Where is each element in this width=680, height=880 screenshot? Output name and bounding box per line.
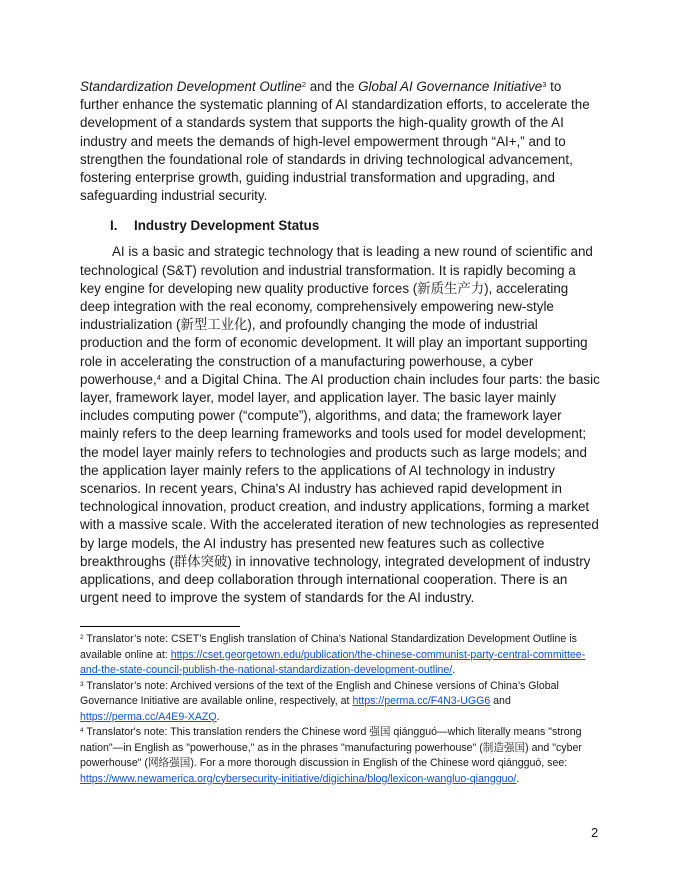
- paragraph-text: and the: [306, 79, 359, 94]
- paragraph-text: and a Digital China. The AI production chain includes four parts: the basic layer, framework layer, model layer, and application layer. The basic layer mainly includes computing power (“compute”), algorithms, and data; the framework layer mainly refers to the deep learning frameworks and tools used for model development; the model layer mainly refers to technologies and products such as large models; and the application layer mainly refers to the applications of AI technology in industry scenarios. In recent years, China's AI industry has achieved rapid development in technological innovation, product creation, and industry applications, forming a market with a massive scale. With the accelerated iteration of new technologies as represented by large models, the AI industry has presented new features such as collective breakthroughs (群体突破) in innovative technology, integrated development of industry applications, and deep collaboration through international cooperation. There is an urgent need to improve the system of standards for the AI industry.: [80, 371, 600, 606]
- page-number: 2: [591, 825, 599, 840]
- footnote-link[interactable]: https://perma.cc/A4E9-XAZQ: [80, 710, 217, 723]
- footnote-punct: .: [516, 772, 520, 785]
- footnote-divider: [80, 626, 240, 627]
- footnote-text: Translator’s note: Archived versions of the text of the English and Chinese versions of China’s Global Governance Initiative are available online, respectively, at: [80, 679, 559, 707]
- section-heading: [80, 217, 600, 235]
- footnote-text: Translator’s note: CSET’s English translation of China’s National Standardization Development Outline is available online at:: [80, 633, 577, 661]
- footnote-ref-2[interactable]: 2: [301, 80, 306, 89]
- page-body: [80, 78, 600, 607]
- paragraph-text: AI is a basic and strategic technology that is leading a new round of scientific and technological (S&T) revolution and industrial transformation. It is rapidly becoming a key engine for developing new quality productive forces (新质生产力), accelerating deep integration with the real economy, comprehensively empowering new-style industrialization (新型工业化), and profoundly changing the mode of industrial production and the form of economic development. It will play an important supporting role in accelerating the construction of a manufacturing powerhouse, a cyber powerhouse,: [80, 244, 593, 387]
- footnote-link[interactable]: https://www.newamerica.org/cybersecurity-initiative/digichina/blog/lexicon-wangluo-qiangguo/: [80, 772, 517, 785]
- footnote-text: and: [490, 695, 511, 707]
- footnote-ref-4[interactable]: 4: [156, 372, 161, 382]
- paragraph-intro: [80, 78, 600, 205]
- footnote-number: 2: [80, 634, 84, 641]
- footnote-punct: .: [216, 710, 220, 723]
- footnote-punct: .: [452, 664, 456, 676]
- footnote-link[interactable]: https://cset.georgetown.edu/publication/the-chinese-communist-party-central-committee-and-the-state-council-publish-the-national-standardization-development-outline/: [80, 648, 586, 676]
- initiative-title: Global AI Governance Initiative: [358, 79, 543, 94]
- footnote-2: [80, 632, 600, 679]
- footnote-ref-3[interactable]: 3: [542, 80, 547, 89]
- footnote-4: [80, 725, 600, 787]
- section-number: I.: [110, 218, 118, 234]
- footnotes: [80, 632, 600, 787]
- paragraph-industry-status: [80, 243, 600, 607]
- footnote-link[interactable]: https://perma.cc/F4N3-UGG6: [352, 695, 491, 707]
- section-title: Industry Development Status: [134, 218, 320, 234]
- footnote-3: [80, 679, 600, 726]
- outline-title: Standardization Development Outline: [80, 79, 302, 94]
- paragraph-text: to further enhance the systematic planning of AI standardization efforts, to accelerate the development of a standards system that supports the high-quality growth of the AI industry and meets the demands of high-level empowerment through “AI+,” and to strengthen the foundational role of standards in driving technological advancement, fostering enterprise growth, guiding industrial transformation and upgrading, and safeguarding industrial security.: [80, 79, 590, 204]
- footnote-number: 3: [80, 680, 84, 688]
- footnote-number: 4: [80, 727, 84, 734]
- footnote-text: Translator's note: This translation renders the Chinese word 强国 qiángguó—which literally means "strong nation"—in English as "powerhouse," as in the phrases "manufacturing powerhouse" (制造强国) and "cyber powerhouse" (网络强国). For a more thorough discussion in English of the Chinese word qiángguó, see:: [80, 726, 582, 769]
